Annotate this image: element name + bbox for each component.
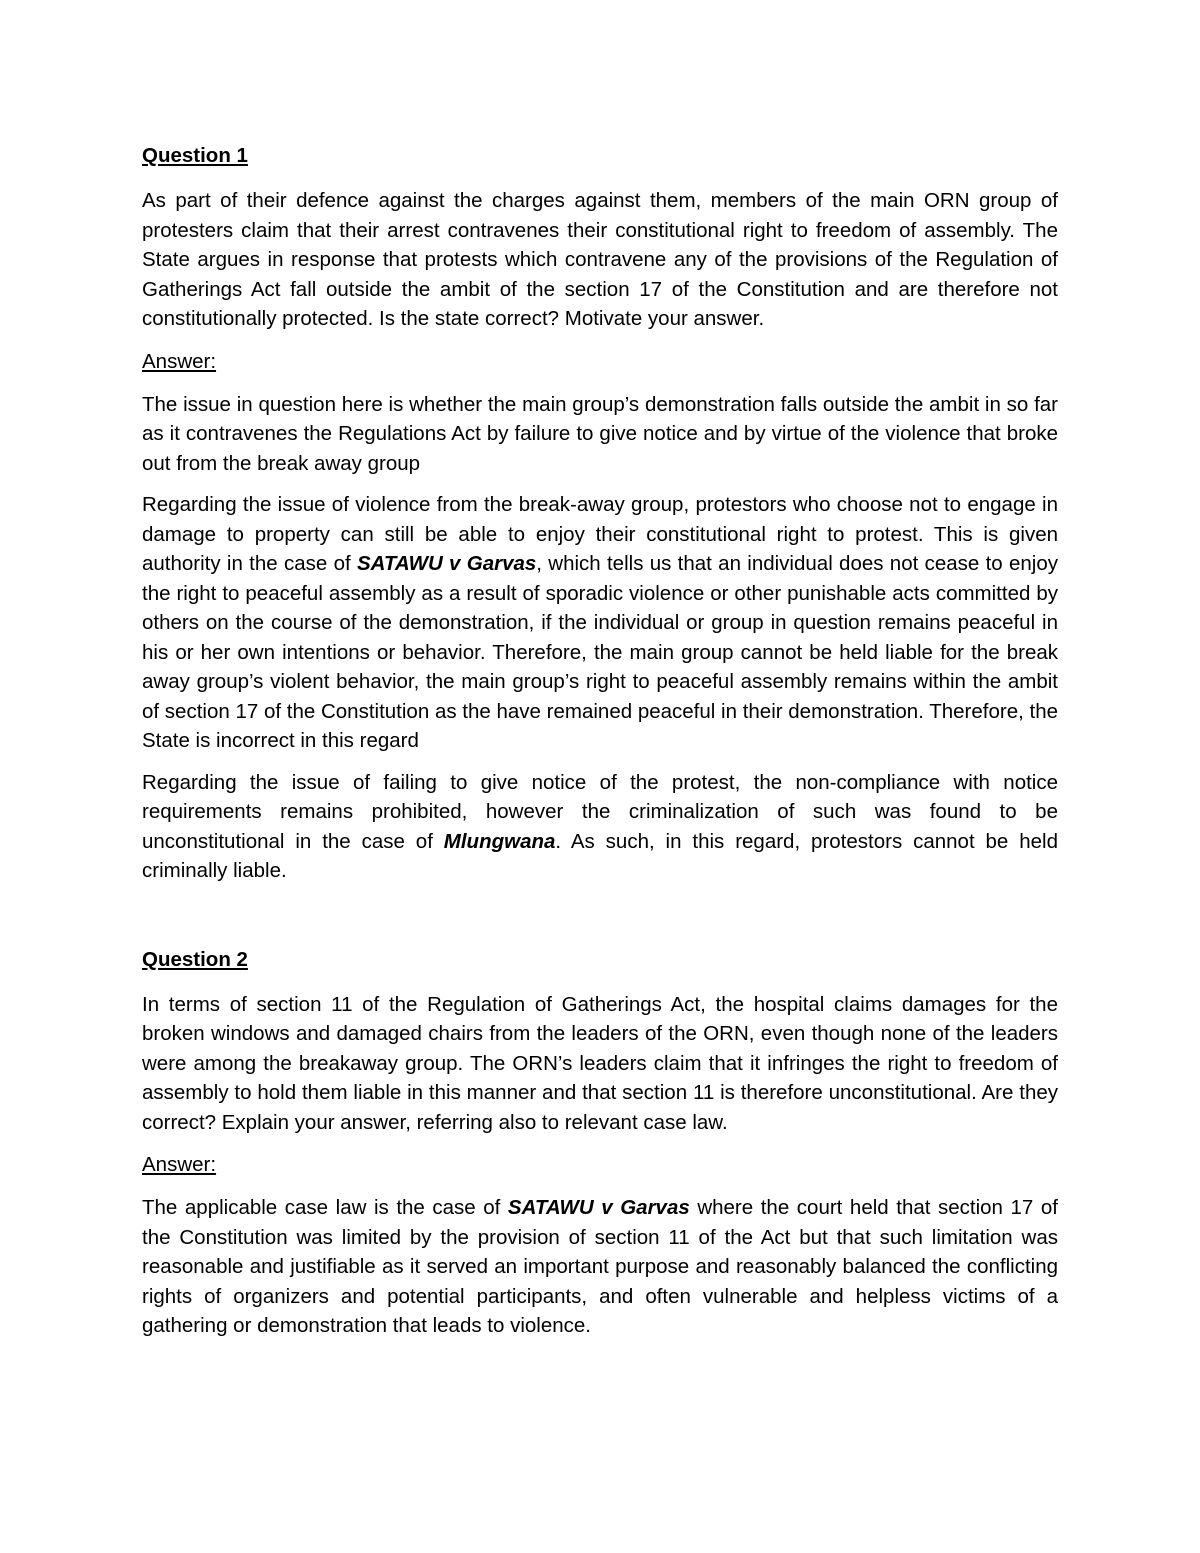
- paragraph-text: . As such, in this regard, protestors cannot be held criminally liable.: [142, 829, 1058, 882]
- case-name: SATAWU v Garvas: [507, 1196, 690, 1219]
- question-1-heading: Question 1: [142, 144, 248, 167]
- paragraph-text: , which tells us that an individual does not cease to enjoy the right to peaceful assembly as a result of sporadic violence or other punishable acts committed by others on the course of the demonstration, if the individual or group in question remains peaceful in his or her own intentions or behavior. Therefore, the main group cannot be held liable for the break away group’s violent behavior, the main group’s right to peaceful assembly remains within the ambit of section 17 of the Constitution as the have remained peaceful in their demonstration. Therefore, the State is incorrect in this regard: [142, 552, 1058, 752]
- paragraph-text: The applicable case law is the case of: [142, 1196, 508, 1219]
- paragraph-text: Regarding the issue of violence from the break-away group, protestors who choose not to engage in damage to property can still be able to enjoy their constitutional right to protest. This is given authority in the case of: [142, 493, 1058, 575]
- question-2-heading: Question 2: [142, 947, 248, 971]
- question-1-text: As part of their defence against the charges against them, members of the main ORN group of protesters claim that their arrest contravenes their constitutional right to freedom of assembly. The State argues in response that protests which contravene any of the provisions of the Regulation of Gatherings Act fall outside the ambit of the section 17 of the Constitution and are therefore not constitutionally protected. Is the state correct? Motivate your answer.: [142, 189, 1058, 330]
- case-name: Mlungwana: [443, 829, 556, 853]
- question-1-answer-paragraph-3: [142, 768, 1058, 886]
- paragraph-text: where the court held that section 17 of the Constitution was limited by the provision of section 11 of the Act but that such limitation was reasonable and justifiable as it served an important purpose and reasonably balanced the conflicting rights of organizers and potential participants, and often vulnerable and helpless victims of a gathering or demonstration that leads to violence.: [142, 1196, 1058, 1337]
- question-2-answer-label: Answer:: [142, 1153, 217, 1176]
- case-name: SATAWU v Garvas: [356, 552, 537, 575]
- question-2-section: [142, 944, 1058, 1341]
- question-1-section: [142, 140, 1058, 886]
- paragraph-text: Regarding the issue of failing to give notice of the protest, the non-compliance with notice requirements remains prohibited, however the criminalization of such was found to be unconstitutional in the case of: [142, 770, 1058, 853]
- question-2-answer-paragraph-1: [142, 1193, 1058, 1341]
- question-1-answer-paragraph-1: The issue in question here is whether the main group’s demonstration falls outside the ambit in so far as it contravenes the Regulations Act by failure to give notice and by virtue of the violence that broke out from the break away group: [142, 392, 1058, 475]
- question-1-answer-paragraph-2: [142, 490, 1058, 756]
- question-1-answer-label: Answer:: [142, 349, 217, 373]
- question-2-text: In terms of section 11 of the Regulation of Gatherings Act, the hospital claims damages for the broken windows and damaged chairs from the leaders of the ORN, even though none of the leaders were among the breakaway group. The ORN’s leaders claim that it infringes the right to freedom of assembly to hold them liable in this manner and that section 11 is therefore unconstitutional. Are they correct? Explain your answer, referring also to relevant case law.: [142, 992, 1058, 1134]
- document-page: [142, 140, 1058, 1353]
- section-spacer: [142, 898, 1058, 944]
